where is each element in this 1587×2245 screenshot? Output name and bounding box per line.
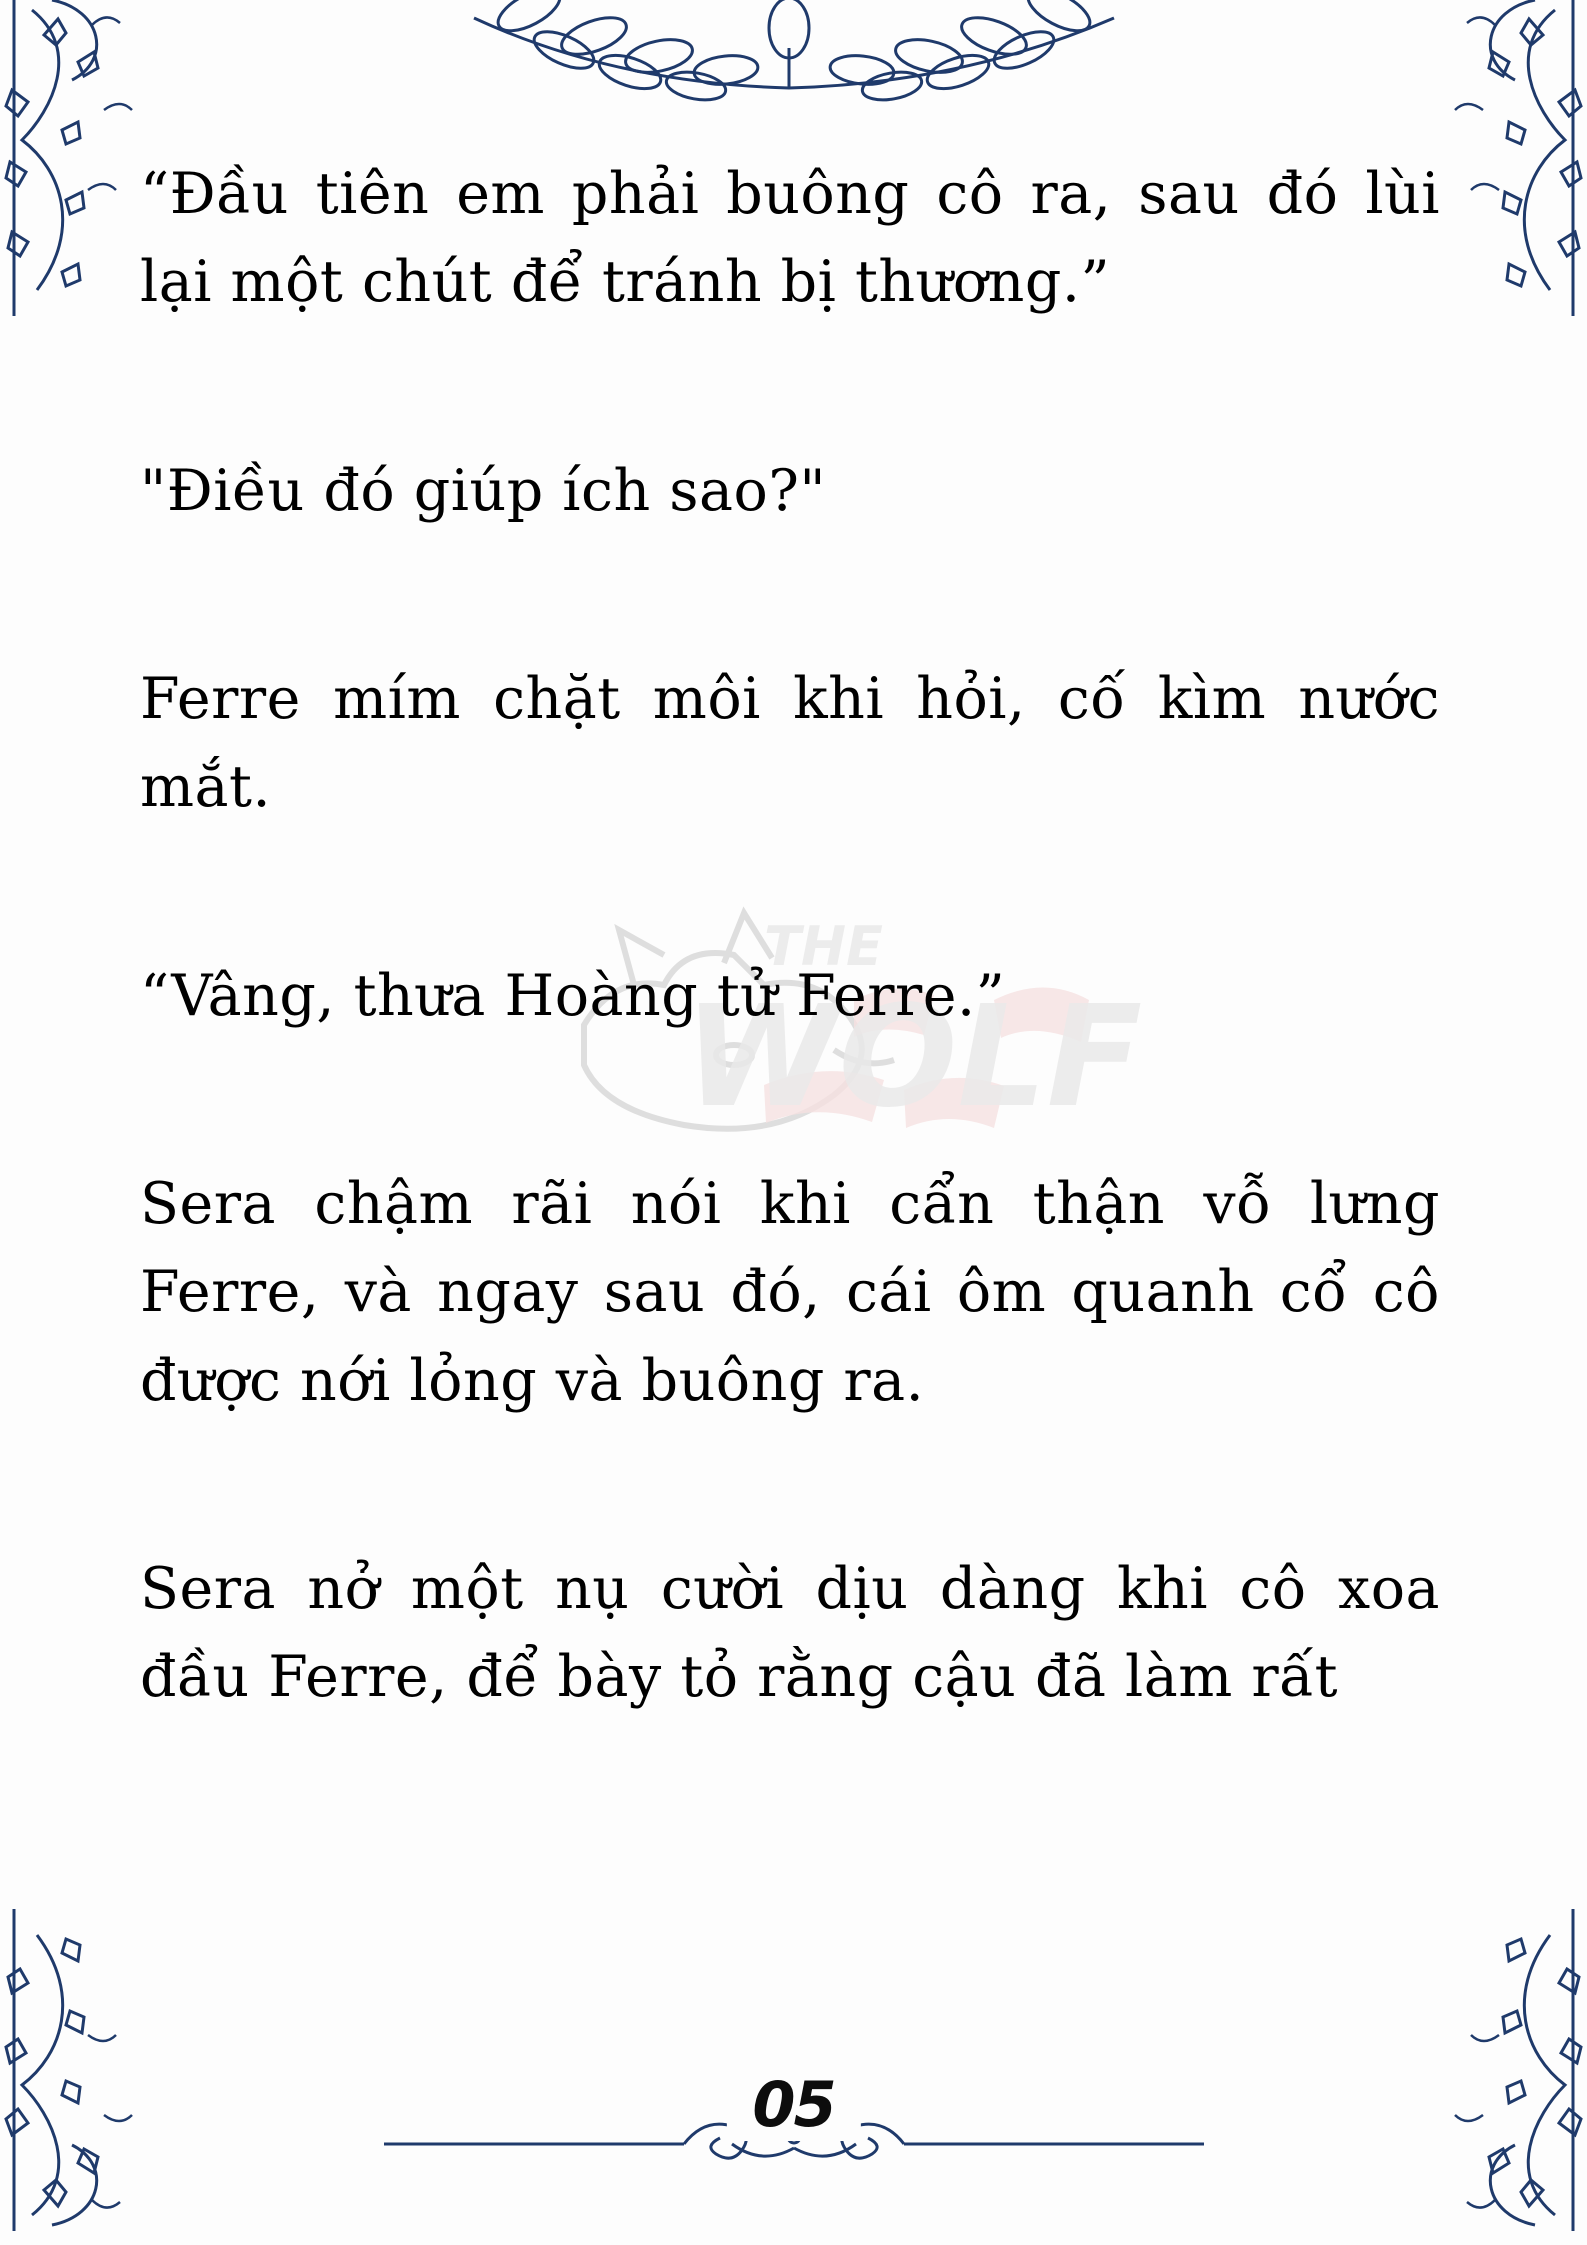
svg-text:WOLF: WOLF xyxy=(683,976,1142,1139)
paragraph-6: Sera nở một nụ cười dịu dàng khi cô xoa đầu Ferre, để bày tỏ rằng cậu đã làm rất xyxy=(140,1556,1459,1711)
paragraph-2: "Điều đó giúp ích sao?" xyxy=(140,457,827,524)
paragraph-5: Sera chậm rãi nói khi cẩn thận vỗ lưng Ferre, và ngay sau đó, cái ôm quanh cổ cô được nới lỏng và buông ra. xyxy=(140,1171,1459,1414)
corner-ornament-bottom-left xyxy=(0,1905,222,2235)
page-number: 05 xyxy=(726,2068,860,2141)
svg-text:THE: THE xyxy=(763,915,883,978)
page-text-body xyxy=(140,150,1459,1784)
top-branch-ornament xyxy=(444,0,1144,118)
corner-ornament-bottom-right xyxy=(1365,1905,1587,2235)
paragraph-4: “Vâng, thưa Hoàng tử Ferre.” xyxy=(140,962,1006,1029)
paragraph-3: Ferre mím chặt môi khi hỏi, cố kìm nước mắt. xyxy=(140,666,1459,821)
paragraph-1: “Đầu tiên em phải buông cô ra, sau đó lùi lại một chút để tránh bị thương.” xyxy=(140,161,1459,316)
